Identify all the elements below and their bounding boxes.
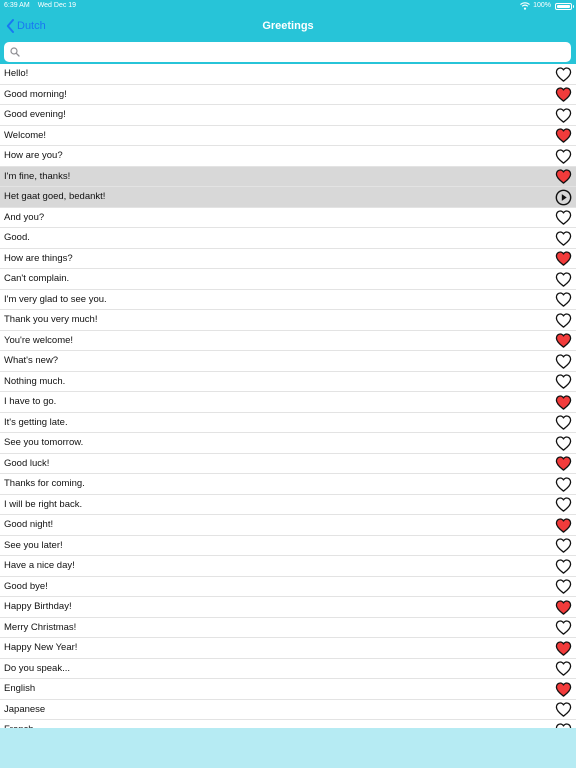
- search-input[interactable]: [24, 44, 564, 60]
- heart-outline-icon: [555, 271, 572, 288]
- phrase-label: How are things?: [4, 252, 73, 264]
- phrase-label: I'm fine, thanks!: [4, 170, 71, 182]
- list-item[interactable]: [0, 290, 576, 311]
- list-item[interactable]: [0, 310, 576, 331]
- phrase-label: Good evening!: [4, 109, 66, 121]
- favorite-button[interactable]: [555, 537, 572, 554]
- heart-outline-icon: [555, 435, 572, 452]
- favorite-button[interactable]: [555, 107, 572, 124]
- play-icon: [555, 189, 572, 206]
- phrase-label: Good luck!: [4, 457, 50, 469]
- phrase-label: Hello!: [4, 68, 29, 80]
- heart-outline-icon: [555, 209, 572, 226]
- list-item[interactable]: [0, 105, 576, 126]
- list-item[interactable]: [0, 515, 576, 536]
- phrase-label: Merry Christmas!: [4, 621, 77, 633]
- translation-row[interactable]: [0, 187, 576, 208]
- favorite-button[interactable]: [555, 86, 572, 103]
- favorite-button[interactable]: [555, 435, 572, 452]
- favorite-button[interactable]: [555, 660, 572, 677]
- phrase-label: Thank you very much!: [4, 314, 98, 326]
- heart-outline-icon: [555, 476, 572, 493]
- list-item[interactable]: [0, 372, 576, 393]
- heart-filled-icon: [555, 394, 572, 411]
- favorite-button[interactable]: [555, 455, 572, 472]
- heart-outline-icon: [555, 107, 572, 124]
- list-item[interactable]: [0, 331, 576, 352]
- battery-icon: [555, 3, 572, 10]
- list-item[interactable]: [0, 495, 576, 516]
- list-item[interactable]: [0, 392, 576, 413]
- list-item[interactable]: [0, 638, 576, 659]
- search-bar: [0, 40, 576, 64]
- phrase-label: Happy Birthday!: [4, 601, 72, 613]
- phrase-label: Japanese: [4, 703, 46, 715]
- favorite-button[interactable]: [555, 599, 572, 616]
- list-item[interactable]: [0, 474, 576, 495]
- phrase-label: And you?: [4, 211, 45, 223]
- phrase-label: See you later!: [4, 539, 63, 551]
- list-item[interactable]: [0, 167, 576, 188]
- heart-outline-icon: [555, 312, 572, 329]
- phrase-label: Can't complain.: [4, 273, 70, 285]
- favorite-button[interactable]: [555, 517, 572, 534]
- heart-outline-icon: [555, 619, 572, 636]
- list-item[interactable]: [0, 679, 576, 700]
- list-item[interactable]: [0, 454, 576, 475]
- list-item[interactable]: [0, 85, 576, 106]
- phrase-label: Have a nice day!: [4, 560, 75, 572]
- phrase-label: Do you speak...: [4, 662, 71, 674]
- search-icon: [10, 47, 20, 57]
- heart-filled-icon: [555, 127, 572, 144]
- list-item[interactable]: [0, 618, 576, 639]
- heart-outline-icon: [555, 701, 572, 718]
- battery-percent: 100%: [533, 2, 551, 9]
- phrase-label: What's new?: [4, 355, 59, 367]
- favorite-button[interactable]: [555, 291, 572, 308]
- heart-filled-icon: [555, 517, 572, 534]
- heart-filled-icon: [555, 681, 572, 698]
- favorite-button[interactable]: [555, 496, 572, 513]
- phrase-label: Happy New Year!: [4, 642, 78, 654]
- phrase-label: Thanks for coming.: [4, 478, 85, 490]
- phrase-label: Good.: [4, 232, 30, 244]
- heart-outline-icon: [555, 660, 572, 677]
- heart-outline-icon: [555, 291, 572, 308]
- nav-bar: [0, 12, 576, 40]
- list-item[interactable]: [0, 249, 576, 270]
- status-time: 6:39 AM: [4, 2, 30, 9]
- heart-filled-icon: [555, 250, 572, 267]
- heart-outline-icon: [555, 578, 572, 595]
- list-item[interactable]: [0, 659, 576, 680]
- phrase-label: Good morning!: [4, 88, 67, 100]
- favorite-button[interactable]: [555, 373, 572, 390]
- heart-outline-icon: [555, 558, 572, 575]
- heart-outline-icon: [555, 496, 572, 513]
- list-item[interactable]: [0, 700, 576, 721]
- favorite-button[interactable]: [555, 394, 572, 411]
- status-bar: [0, 0, 576, 12]
- phrase-label: I have to go.: [4, 396, 57, 408]
- heart-outline-icon: [555, 148, 572, 165]
- list-item[interactable]: [0, 64, 576, 85]
- favorite-button[interactable]: [555, 414, 572, 431]
- list-item[interactable]: [0, 228, 576, 249]
- favorite-button[interactable]: [555, 168, 572, 185]
- favorite-button[interactable]: [555, 148, 572, 165]
- status-left: [4, 0, 76, 12]
- favorite-button[interactable]: [555, 558, 572, 575]
- heart-outline-icon: [555, 414, 572, 431]
- wifi-icon: [520, 2, 530, 10]
- favorite-button[interactable]: [555, 701, 572, 718]
- favorite-button[interactable]: [555, 250, 572, 267]
- list-item[interactable]: [0, 413, 576, 434]
- phrase-label: I'm very glad to see you.: [4, 293, 107, 305]
- favorite-button[interactable]: [555, 312, 572, 329]
- heart-filled-icon: [555, 332, 572, 349]
- heart-outline-icon: [555, 66, 572, 83]
- translation-text: Het gaat goed, bedankt!: [4, 191, 106, 203]
- phrase-label: Good bye!: [4, 580, 48, 592]
- heart-outline-icon: [555, 230, 572, 247]
- page-title: Greetings: [262, 20, 314, 32]
- phrase-label: English: [4, 683, 36, 695]
- back-button-label: Dutch: [17, 20, 46, 32]
- list-item[interactable]: [0, 597, 576, 618]
- list-item[interactable]: [0, 556, 576, 577]
- play-button[interactable]: [555, 189, 572, 206]
- favorite-button[interactable]: [555, 619, 572, 636]
- heart-outline-icon: [555, 353, 572, 370]
- heart-filled-icon: [555, 599, 572, 616]
- phrase-label: You're welcome!: [4, 334, 74, 346]
- favorite-button[interactable]: [555, 127, 572, 144]
- status-date: Wed Dec 19: [37, 2, 77, 9]
- favorite-button[interactable]: [555, 578, 572, 595]
- favorite-button[interactable]: [555, 230, 572, 247]
- phrase-label: It's getting late.: [4, 416, 68, 428]
- list-item[interactable]: [0, 351, 576, 372]
- phrase-label: See you tomorrow.: [4, 437, 84, 449]
- heart-filled-icon: [555, 640, 572, 657]
- favorite-button[interactable]: [555, 681, 572, 698]
- list-item[interactable]: [0, 577, 576, 598]
- heart-outline-icon: [555, 373, 572, 390]
- phrase-label: I will be right back.: [4, 498, 83, 510]
- bottom-bar: [0, 728, 576, 768]
- list-item[interactable]: [0, 269, 576, 290]
- favorite-button[interactable]: [555, 332, 572, 349]
- chevron-left-icon: [6, 19, 15, 33]
- favorite-button[interactable]: [555, 271, 572, 288]
- list-item[interactable]: [0, 433, 576, 454]
- list-item[interactable]: [0, 126, 576, 147]
- favorite-button[interactable]: [555, 209, 572, 226]
- heart-filled-icon: [555, 455, 572, 472]
- heart-filled-icon: [555, 168, 572, 185]
- status-right: [520, 0, 572, 12]
- list-item[interactable]: [0, 208, 576, 229]
- heart-filled-icon: [555, 86, 572, 103]
- phrase-label: Nothing much.: [4, 375, 66, 387]
- favorite-button[interactable]: [555, 476, 572, 493]
- back-button[interactable]: [6, 16, 46, 36]
- list-item[interactable]: [0, 146, 576, 167]
- favorite-button[interactable]: [555, 66, 572, 83]
- phrase-label: How are you?: [4, 150, 63, 162]
- heart-outline-icon: [555, 537, 572, 554]
- phrase-label: Welcome!: [4, 129, 47, 141]
- favorite-button[interactable]: [555, 640, 572, 657]
- search-field[interactable]: [4, 42, 571, 62]
- list-item[interactable]: [0, 536, 576, 557]
- phrase-list: [0, 64, 576, 728]
- phrase-label: Good night!: [4, 519, 54, 531]
- favorite-button[interactable]: [555, 353, 572, 370]
